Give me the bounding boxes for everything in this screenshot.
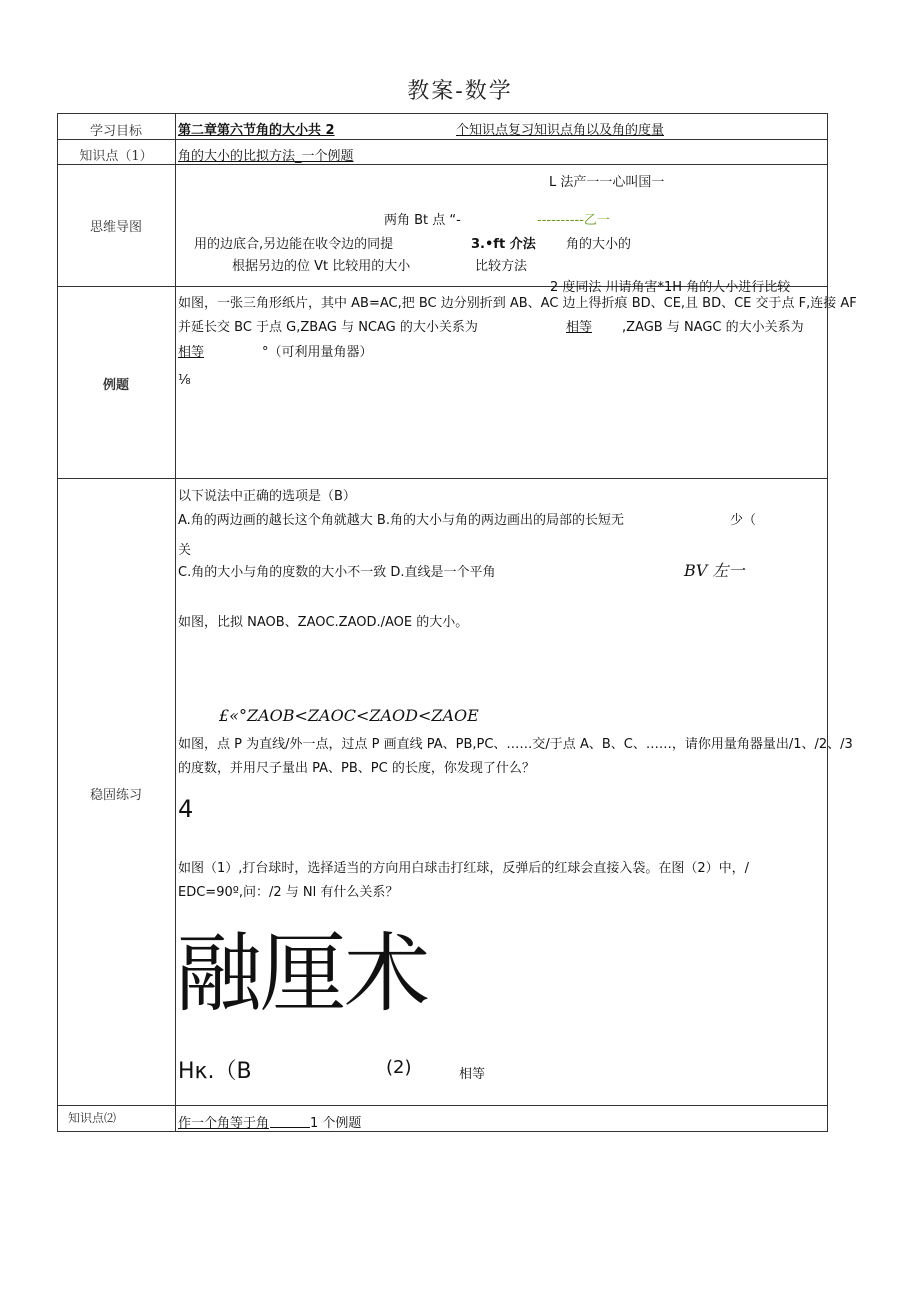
practice-q3a-clip [176, 731, 853, 752]
practice-q2: 如图，比拟 NAOB、ZAOC.ZAOD./AOE 的大小。 [178, 615, 469, 630]
knowledge-point-2-text-b: 1 个例题 [310, 1116, 362, 1131]
mindmap-line-5: 2 度同法 川请角害*1H 角的人小进行比较 [550, 280, 791, 295]
practice-q1-option-b-end: 关 [178, 543, 192, 558]
practice-figure-label-2: (2) [386, 1057, 412, 1078]
goal-text-a: 第二章第六节角的大小共 2 [178, 123, 335, 138]
table-line [57, 1131, 828, 1132]
example-answer-2: 相等 [178, 345, 205, 360]
practice-q3b: 的度数，并用尺子量出 PA、PB、PC 的长度，你发现了什么？ [178, 761, 535, 776]
practice-q1-option-ab-tail: 少（ [730, 513, 757, 528]
table-line [57, 113, 58, 1132]
practice-q1: 以下说法中正确的选项是（B） [178, 489, 356, 504]
mindmap-line-4b: 比较方法 [475, 259, 528, 274]
practice-large-glyphs: 融厘术 [176, 924, 428, 1024]
example-para-1: 如图，一张三角形纸片，其中 AB=AC,把 BC 边分别折到 AB、AC 边上得折痕 BD、CE,且 BD、CE 交于点 F,连接 AF [178, 296, 857, 311]
mindmap-line-3a: 用的边底合,另边能在收令边的同提 [194, 237, 394, 252]
practice-q4-answer: 相等 [459, 1067, 486, 1082]
practice-q1-option-ab: A.角的两边画的越长这个角就越大 B.角的大小与角的两边画出的局部的长短无 [178, 513, 624, 528]
row-label-practice: 稳固练习 [89, 788, 142, 803]
mindmap-line-2: 两角 Bt 点 “- [384, 213, 461, 228]
knowledge-point-2-text-a: 作一个角等于角 [178, 1116, 270, 1131]
mindmap-line-2-branch: ----------乙一 [537, 213, 610, 228]
table-line [827, 113, 828, 1132]
practice-q4b: EDC=90º,问：/2 与 Nl 有什么关系？ [178, 885, 399, 900]
row-label-example: 例题 [102, 378, 129, 393]
example-para-3b: °（可利用量角器） [262, 345, 373, 360]
mindmap-line-1: L 法产一一心叫国一 [549, 175, 665, 190]
knowledge-point-1-text: 角的大小的比拟方法_一个例题 [178, 149, 354, 164]
practice-q1-handwriting: BV 左一 [684, 561, 745, 580]
example-para-1-clip [176, 290, 857, 311]
example-para-2c: ,ZAGB 与 NAGC 的大小关系为 [622, 320, 804, 335]
mindmap-line-4a: 根据另边的位 Vt 比较用的大小 [232, 259, 411, 274]
table-line [57, 139, 828, 140]
practice-q2-answer: £«°ZAOB<ZAOC<ZAOD<ZAOE [219, 706, 479, 725]
table-line [57, 1105, 828, 1106]
mindmap-line-5-clip [178, 274, 824, 295]
table-line [57, 164, 828, 165]
example-para-2a: 并延长交 BC 于点 G,ZBAG 与 NCAG 的大小关系为 [178, 320, 478, 335]
table-line [57, 113, 828, 114]
example-answer-1: 相等 [566, 320, 593, 335]
row-label-learning-goal: 学习目标 [89, 124, 142, 139]
row-label-knowledge-point-2: 知识点⑵ [67, 1111, 116, 1125]
mindmap-line-3b: 3.•ft 介法 [471, 237, 536, 252]
mindmap-line-3c: 角的大小的 [566, 237, 632, 252]
table-line [57, 478, 828, 479]
example-figure-mark: ⅛ [178, 373, 191, 388]
practice-q3-answer: 4 [178, 795, 194, 823]
practice-q1-option-cd: C.角的大小与角的度数的大小不一致 D.直线是一个平角 [178, 565, 496, 580]
document-title: 教案-数学 [407, 79, 513, 104]
practice-figure-label-1: Hκ.（B [178, 1059, 252, 1084]
practice-q4a: 如图（1）,打台球时，选择适当的方向用白球击打红球，反弹后的红球会直接入袋。在图（2）中，/ [178, 861, 750, 876]
row-label-mind-map: 思维导图 [89, 220, 142, 235]
practice-q3a: 如图，点 P 为直线/外一点，过点 P 画直线 PA、PB,PC、……交/于点 A、B、C、……，请你用量角器量出/1、/2、/3 [178, 737, 853, 752]
fill-in-underline [270, 1127, 310, 1128]
row-label-knowledge-point-1: 知识点（1） [79, 149, 153, 164]
goal-text-b: 个知识点复习知识点角以及角的度量 [456, 123, 665, 138]
